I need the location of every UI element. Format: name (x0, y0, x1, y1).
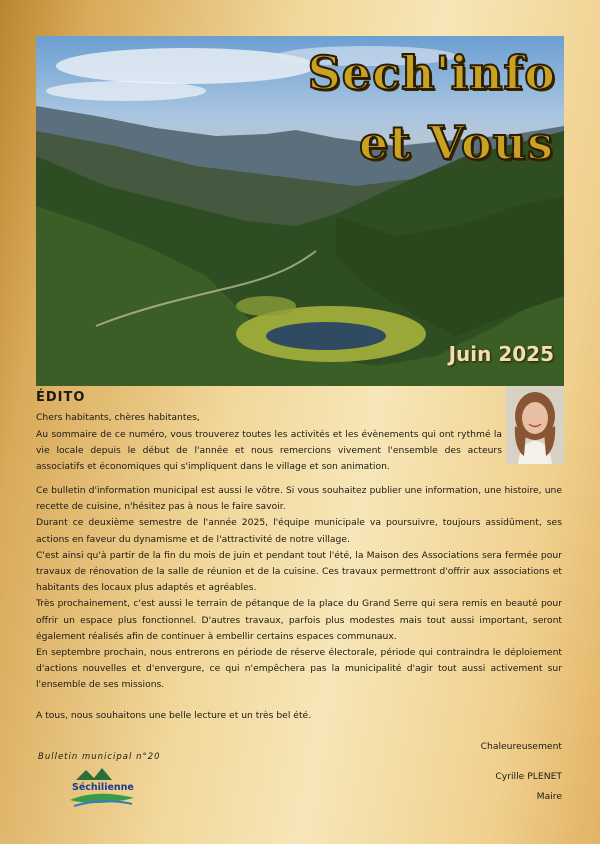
signature-role: Maire (536, 791, 562, 802)
edito-paragraph-4: C'est ainsi qu'à partir de la fin du mois de juin et pendant tout l'été, la Maison des Associations sera fermée pour travaux de rénovation de la salle de réunion et de la cuisine. Ces travaux permettront d'offrir aux associations et habitants des locaux plus adaptés et agréables. (36, 549, 562, 594)
mayor-portrait (506, 386, 564, 464)
magazine-title-line2: et Vous (358, 116, 554, 170)
edito-heading: ÉDITO (36, 390, 86, 405)
edito-paragraph-6: En septembre prochain, nous entrerons en période de réserve électorale, période qui contraindra le déploiement d'actions nouvelles et d'envergure, ce qui n'empêchera pas la municipalité d'agir tout aussi activement sur l'ensemble de ses missions. (36, 647, 562, 691)
edito-paragraph-1: Au sommaire de ce numéro, vous trouverez toutes les activités et les évènements qui ont rythmé la vie locale depuis le début de l'année et nous remercions vivement l'ensemble des acteurs associatifs et économiques qui s'impliquent dans le village et son animation. (36, 429, 502, 473)
edito-paragraph-3: Durant ce deuxième semestre de l'année 2025, l'équipe municipale va poursuivre, toujours assidûment, ses actions en faveur du dynamisme et de l'attractivité de notre village. (36, 517, 562, 545)
edito-body (36, 483, 562, 694)
closing-line: A tous, nous souhaitons une belle lecture et un très bel été. (36, 710, 312, 721)
bulletin-number: Bulletin municipal n°20 (38, 752, 161, 762)
magazine-title-line1: Sech'info (307, 46, 556, 100)
edito-paragraph-2: Ce bulletin d'information municipal est aussi le vôtre. Si vous souhaitez publier une information, une histoire, une recette de cuisine, n'hésitez pas à nous le faire savoir. (36, 485, 562, 513)
logo-label: Séchilienne (72, 782, 134, 793)
signature-name: Cyrille PLENET (495, 771, 562, 782)
edito-paragraph-5: Très prochainement, c'est aussi le terrain de pétanque de la place du Grand Serre qui sera remis en beauté pour offrir un espace plus fonctionnel. D'autres travaux, parfois plus modestes mais tout aussi important, seront également réalisés afin de continuer à embellir certains espaces communaux. (36, 598, 562, 642)
signature-salutation: Chaleureusement (480, 741, 562, 752)
town-logo (68, 766, 136, 810)
greeting: Chers habitants, chères habitantes, (36, 412, 200, 423)
issue-date: Juin 2025 (448, 342, 554, 366)
cover-image (36, 36, 564, 386)
